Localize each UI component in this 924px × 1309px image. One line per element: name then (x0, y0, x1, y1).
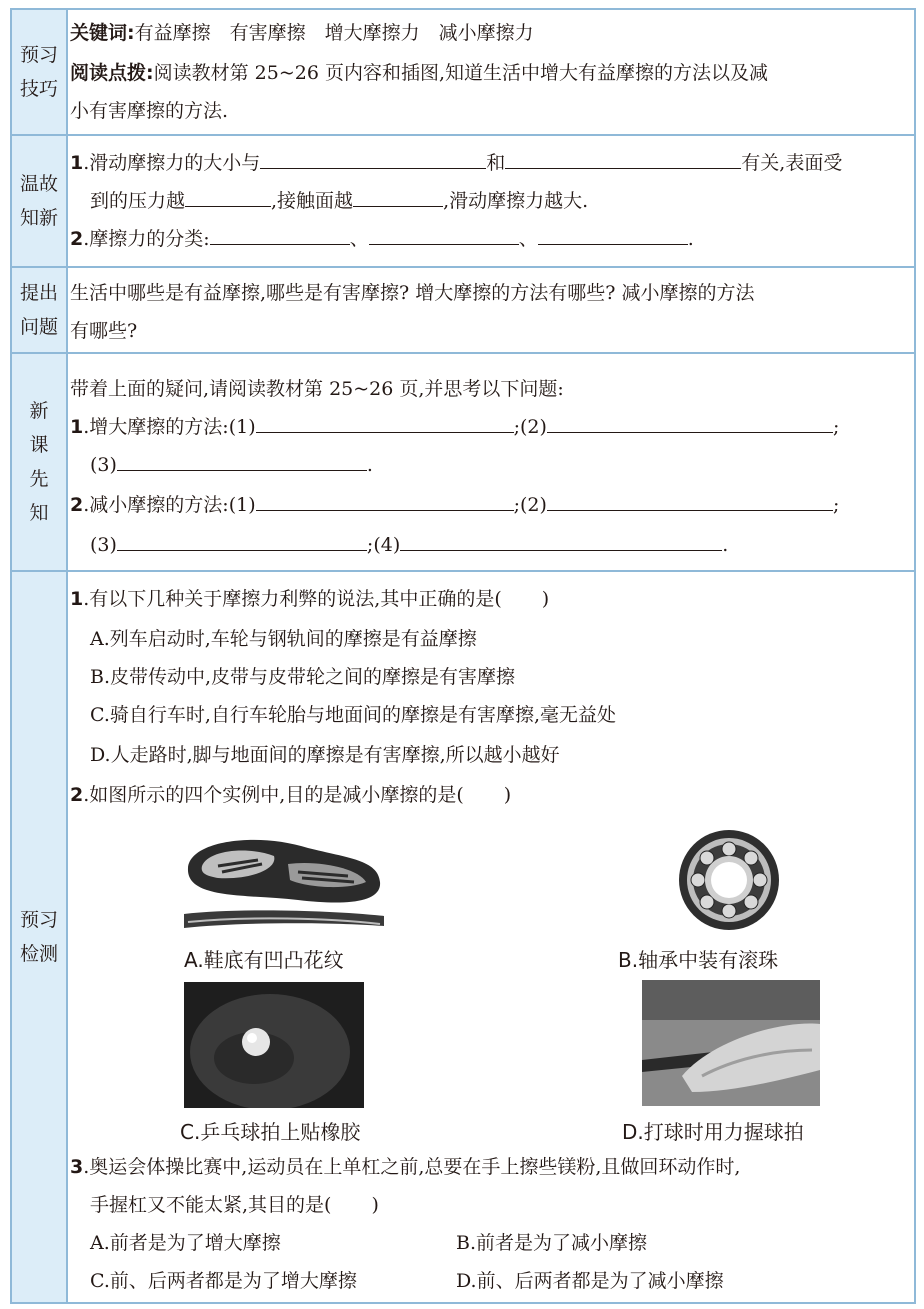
answer-blank[interactable] (547, 414, 833, 433)
option[interactable]: A.前者是为了增大摩擦 (90, 1232, 281, 1254)
answer-blank[interactable] (117, 452, 367, 471)
answer-blank[interactable] (260, 150, 486, 169)
question-text-line-2: 有哪些? (70, 320, 138, 342)
figure-caption-c: C.乒乓球拍上贴橡胶 (180, 1120, 361, 1144)
review-question-2: 2.摩擦力的分类: 、 、 . (70, 228, 694, 250)
paddle-rubber-image (184, 982, 364, 1108)
answer-blank[interactable] (185, 188, 271, 207)
answer-blank[interactable] (353, 188, 443, 207)
check-question-3: 3.奥运会体操比赛中,运动员在上单杠之前,总要在手上擦些镁粉,且做回环动作时, (70, 1156, 741, 1178)
section-questions (12, 268, 914, 354)
option[interactable]: B.前者是为了减小摩擦 (456, 1232, 648, 1254)
option[interactable]: A.列车启动时,车轮与钢轨间的摩擦是有益摩擦 (90, 628, 477, 650)
answer-blank[interactable] (256, 414, 514, 433)
keywords-label: 关键词: (70, 22, 135, 44)
section-label: 预习 检测 (12, 572, 68, 1302)
section-label: 温故 知新 (12, 136, 68, 266)
new-lesson-question-2-cont: (3) ;(4) . (90, 534, 729, 556)
racket-grip-image (642, 980, 820, 1106)
reading-tip-line-2: 小有害摩擦的方法. (70, 100, 229, 122)
answer-blank[interactable] (400, 532, 722, 551)
answer-blank[interactable] (210, 226, 350, 245)
check-question-2: 2.如图所示的四个实例中,目的是减小摩擦的是( ) (70, 784, 512, 806)
option[interactable]: C.骑自行车时,自行车轮胎与地面间的摩擦是有害摩擦,毫无益处 (90, 704, 616, 726)
option[interactable]: D.人走路时,脚与地面间的摩擦是有害摩擦,所以越小越好 (90, 744, 560, 766)
new-lesson-intro: 带着上面的疑问,请阅读教材第 25~26 页,并思考以下问题: (70, 378, 564, 400)
ball-bearing-image (676, 828, 782, 932)
section-preview-check (12, 572, 914, 1302)
new-lesson-question-2: 2.减小摩擦的方法:(1) ;(2) ; (70, 494, 840, 516)
option[interactable]: C.前、后两者都是为了增大摩擦 (90, 1270, 357, 1292)
option[interactable]: D.前、后两者都是为了减小摩擦 (456, 1270, 724, 1292)
section-label: 新 课 先 知 (12, 354, 68, 570)
section-preview-skills (12, 10, 914, 136)
section-new-lesson (12, 354, 914, 572)
question-text-line-1: 生活中哪些是有益摩擦,哪些是有害摩擦? 增大摩擦的方法有哪些? 减小摩擦的方法 (70, 282, 755, 304)
section-label: 预习 技巧 (12, 10, 68, 134)
reading-tip-line-1: 阅读教材第 25~26 页内容和插图,知道生活中增大有益摩擦的方法以及减 (153, 62, 769, 84)
section-review (12, 136, 914, 268)
figure-caption-d: D.打球时用力握球拍 (622, 1120, 804, 1144)
figure-caption-b: B.轴承中装有滚珠 (618, 948, 779, 972)
answer-blank[interactable] (256, 492, 514, 511)
new-lesson-question-1-cont: (3) . (90, 454, 373, 476)
keywords: 有益摩擦 有害摩擦 增大摩擦力 减小摩擦力 (134, 22, 534, 44)
shoe-sole-image (178, 830, 388, 938)
section-label: 提出 问题 (12, 268, 68, 352)
review-question-1-cont: 到的压力越 ,接触面越 ,滑动摩擦力越大. (90, 190, 589, 212)
option[interactable]: B.皮带传动中,皮带与皮带轮之间的摩擦是有害摩擦 (90, 666, 516, 688)
worksheet (10, 8, 916, 1304)
check-question-1: 1.有以下几种关于摩擦力利弊的说法,其中正确的是( ) (70, 588, 550, 610)
answer-blank[interactable] (505, 150, 741, 169)
new-lesson-question-1: 1.增大摩擦的方法:(1) ;(2) ; (70, 416, 840, 438)
answer-blank[interactable] (369, 226, 519, 245)
figure-caption-a: A.鞋底有凹凸花纹 (184, 948, 344, 972)
answer-blank[interactable] (547, 492, 833, 511)
answer-blank[interactable] (538, 226, 688, 245)
reading-tip-label: 阅读点拨: (70, 62, 154, 84)
answer-blank[interactable] (117, 532, 367, 551)
review-question-1: 1.滑动摩擦力的大小与 和 有关,表面受 (70, 152, 843, 174)
check-question-3-cont: 手握杠又不能太紧,其目的是( ) (90, 1194, 379, 1216)
